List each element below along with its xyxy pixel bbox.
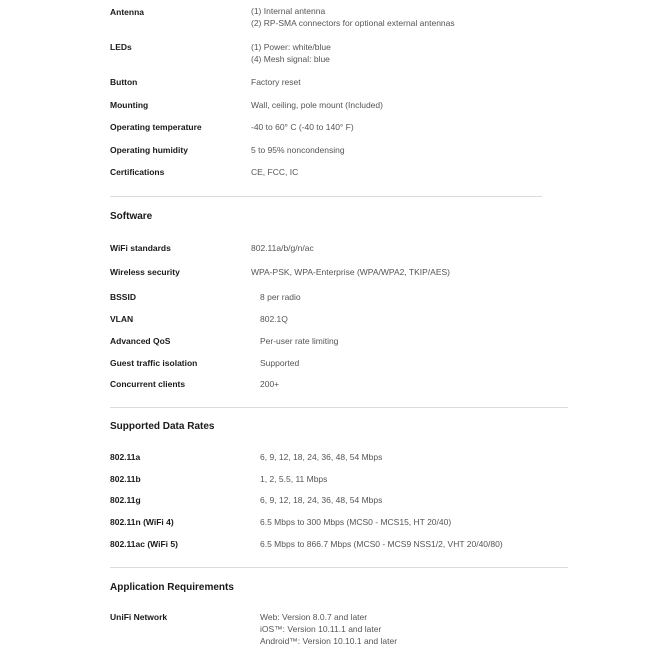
spec-label: Guest traffic isolation [110,358,198,368]
spec-value: 1, 2, 5.5, 11 Mbps [260,474,328,484]
spec-value [251,41,331,65]
spec-label: Mounting [110,100,149,110]
spec-value: Supported [260,358,300,368]
spec-value: -40 to 60° C (-40 to 140° F) [251,122,354,132]
spec-value: 802.1Q [260,314,288,324]
spec-value: Factory reset [251,77,301,87]
spec-label: Operating temperature [110,122,202,132]
spec-value-line: Android™: Version 10.10.1 and later [260,636,398,646]
spec-label: 802.11n (WiFi 4) [110,517,174,527]
spec-value: WPA-PSK, WPA-Enterprise (WPA/WPA2, TKIP/AES) [251,267,450,277]
section-title-software: Software [110,211,153,222]
spec-value: CE, FCC, IC [251,167,299,177]
spec-value [251,5,455,29]
spec-label: BSSID [110,292,136,302]
spec-label: 802.11g [110,495,141,505]
spec-label: 802.11b [110,474,141,484]
spec-value: 8 per radio [260,292,301,302]
spec-label: UniFi Network [110,612,168,622]
spec-value: 6, 9, 12, 18, 24, 36, 48, 54 Mbps [260,495,383,505]
spec-label: LEDs [110,42,132,52]
spec-value: 6.5 Mbps to 866.7 Mbps (MCS0 - MCS9 NSS1/2, VHT 20/40/80) [260,539,503,549]
section-divider [110,196,542,197]
spec-label: VLAN [110,314,134,324]
spec-value: Wall, ceiling, pole mount (Included) [251,100,383,110]
spec-label: Operating humidity [110,145,188,155]
spec-label: Wireless security [110,267,180,277]
spec-value-line: (2) RP-SMA connectors for optional external antennas [251,18,455,28]
spec-value: 5 to 95% noncondensing [251,145,345,155]
spec-value-line: (1) Power: white/blue [251,42,331,52]
spec-label: Advanced QoS [110,336,171,346]
spec-label: Certifications [110,167,165,177]
spec-value: Per-user rate limiting [260,336,339,346]
spec-label: 802.11ac (WiFi 5) [110,539,178,549]
spec-value-line: Web: Version 8.0.7 and later [260,612,368,622]
spec-value: 6, 9, 12, 18, 24, 36, 48, 54 Mbps [260,452,383,462]
spec-label: Button [110,77,138,87]
section-title-data-rates: Supported Data Rates [110,421,215,432]
spec-value: 802.11a/b/g/n/ac [251,243,314,253]
spec-value-line: iOS™: Version 10.11.1 and later [260,624,382,634]
spec-value-line: (4) Mesh signal: blue [251,54,330,64]
section-divider [110,567,568,568]
spec-value: 6.5 Mbps to 300 Mbps (MCS0 - MCS15, HT 20/40) [260,517,452,527]
spec-label: Concurrent clients [110,379,186,389]
section-title-application-requirements: Application Requirements [110,582,234,593]
spec-value: 200+ [260,379,280,389]
section-divider [110,407,568,408]
spec-label: Antenna [110,7,144,17]
spec-label: WiFi standards [110,243,171,253]
spec-value-line: (1) Internal antenna [251,6,326,16]
spec-label: 802.11a [110,452,141,462]
spec-value [260,611,397,647]
